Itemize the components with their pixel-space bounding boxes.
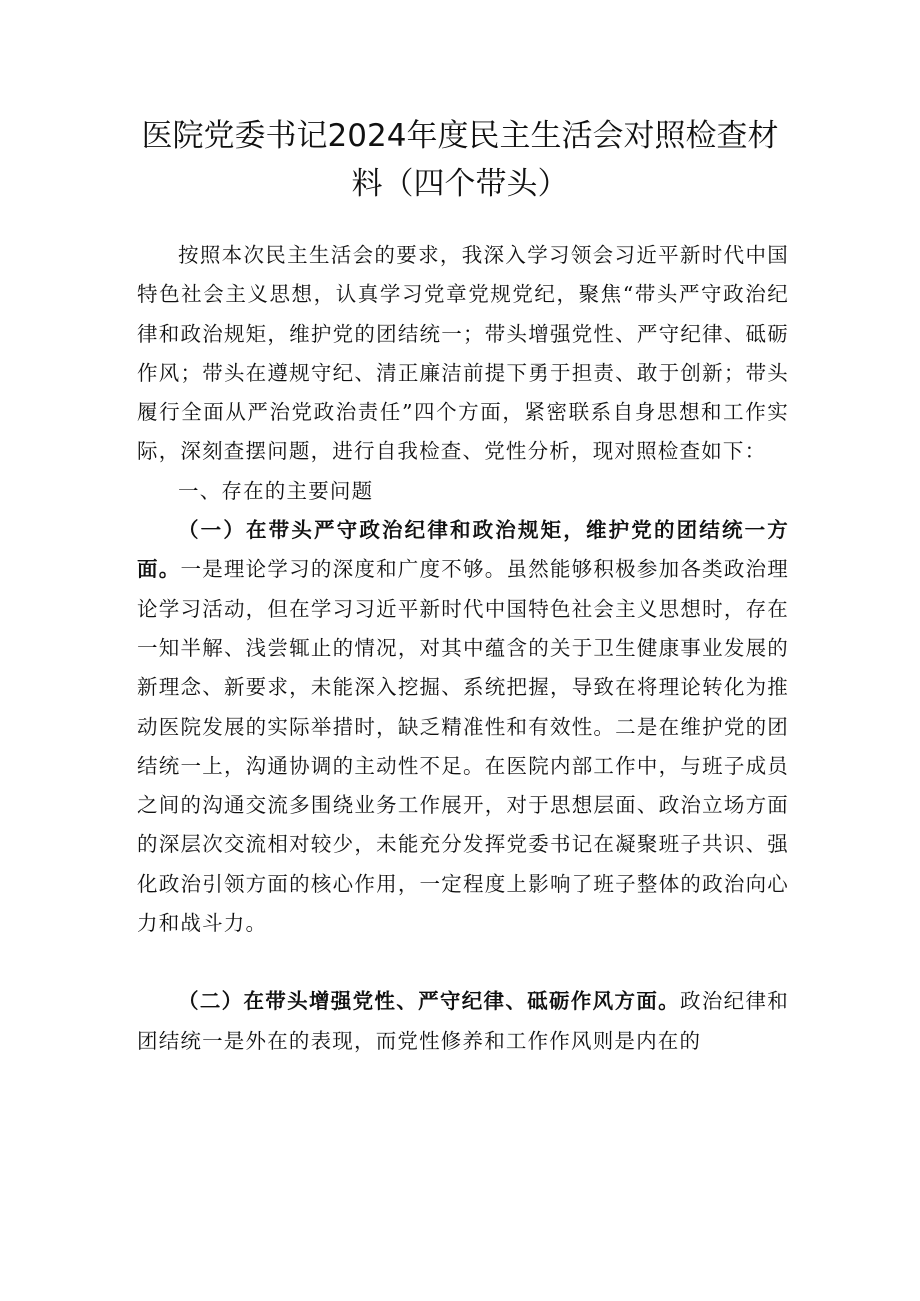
subsection-1-heading: （一）在带头严守政治纪律和政治规矩，维护党的团结统一方面。 [137,518,789,582]
subsection-1-body: 一是理论学习的深度和广度不够。虽然能够积极参加各类政治理论学习活动，但在学习习近平新时代中国特色社会主义思想时，存在一知半解、浅尝辄止的情况，对其中蕴含的关于卫生健康事业发展的新理念、新要求，未能深入挖掘、系统把握，导致在将理论转化为推动医院发展的实际举措时，缺乏精准性和有效性。二是在维护党的团结统一上，沟通协调的主动性不足。在医院内部工作中，与班子成员之间的沟通交流多围绕业务工作展开，对于思想层面、政治立场方面的深层次交流相对较少，未能充分发挥党委书记在凝聚班子共识、强化政治引领方面的核心作用，一定程度上影响了班子整体的政治向心力和战斗力。 [137,557,789,936]
document-body [137,236,789,1061]
subsection-2-heading: （二）在带头增强党性、严守纪律、砥砺作风方面。 [178,989,680,1014]
subsection-1-paragraph [137,511,789,943]
section-heading-main-problems: 一、存在的主要问题 [178,478,374,503]
subsection-2-paragraph [137,982,789,1061]
intro-paragraph: 按照本次民主生活会的要求，我深入学习领会习近平新时代中国特色社会主义思想，认真学习党章党规党纪，聚焦“带头严守政治纪律和政治规矩，维护党的团结统一；带头增强党性、严守纪律、砥砺作风；带头在遵规守纪、清正廉洁前提下勇于担责、敢于创新；带头履行全面从严治党政治责任”四个方面，紧密联系自身思想和工作实际，深刻查摆问题，进行自我检查、党性分析，现对照检查如下： [137,243,789,464]
document-title: 医院党委书记2024年度民主生活会对照检查材料（四个带头） [141,118,779,202]
subsection-2-body: 政治纪律和团结统一是外在的表现，而党性修养和工作作风则是内在的 [137,989,790,1053]
